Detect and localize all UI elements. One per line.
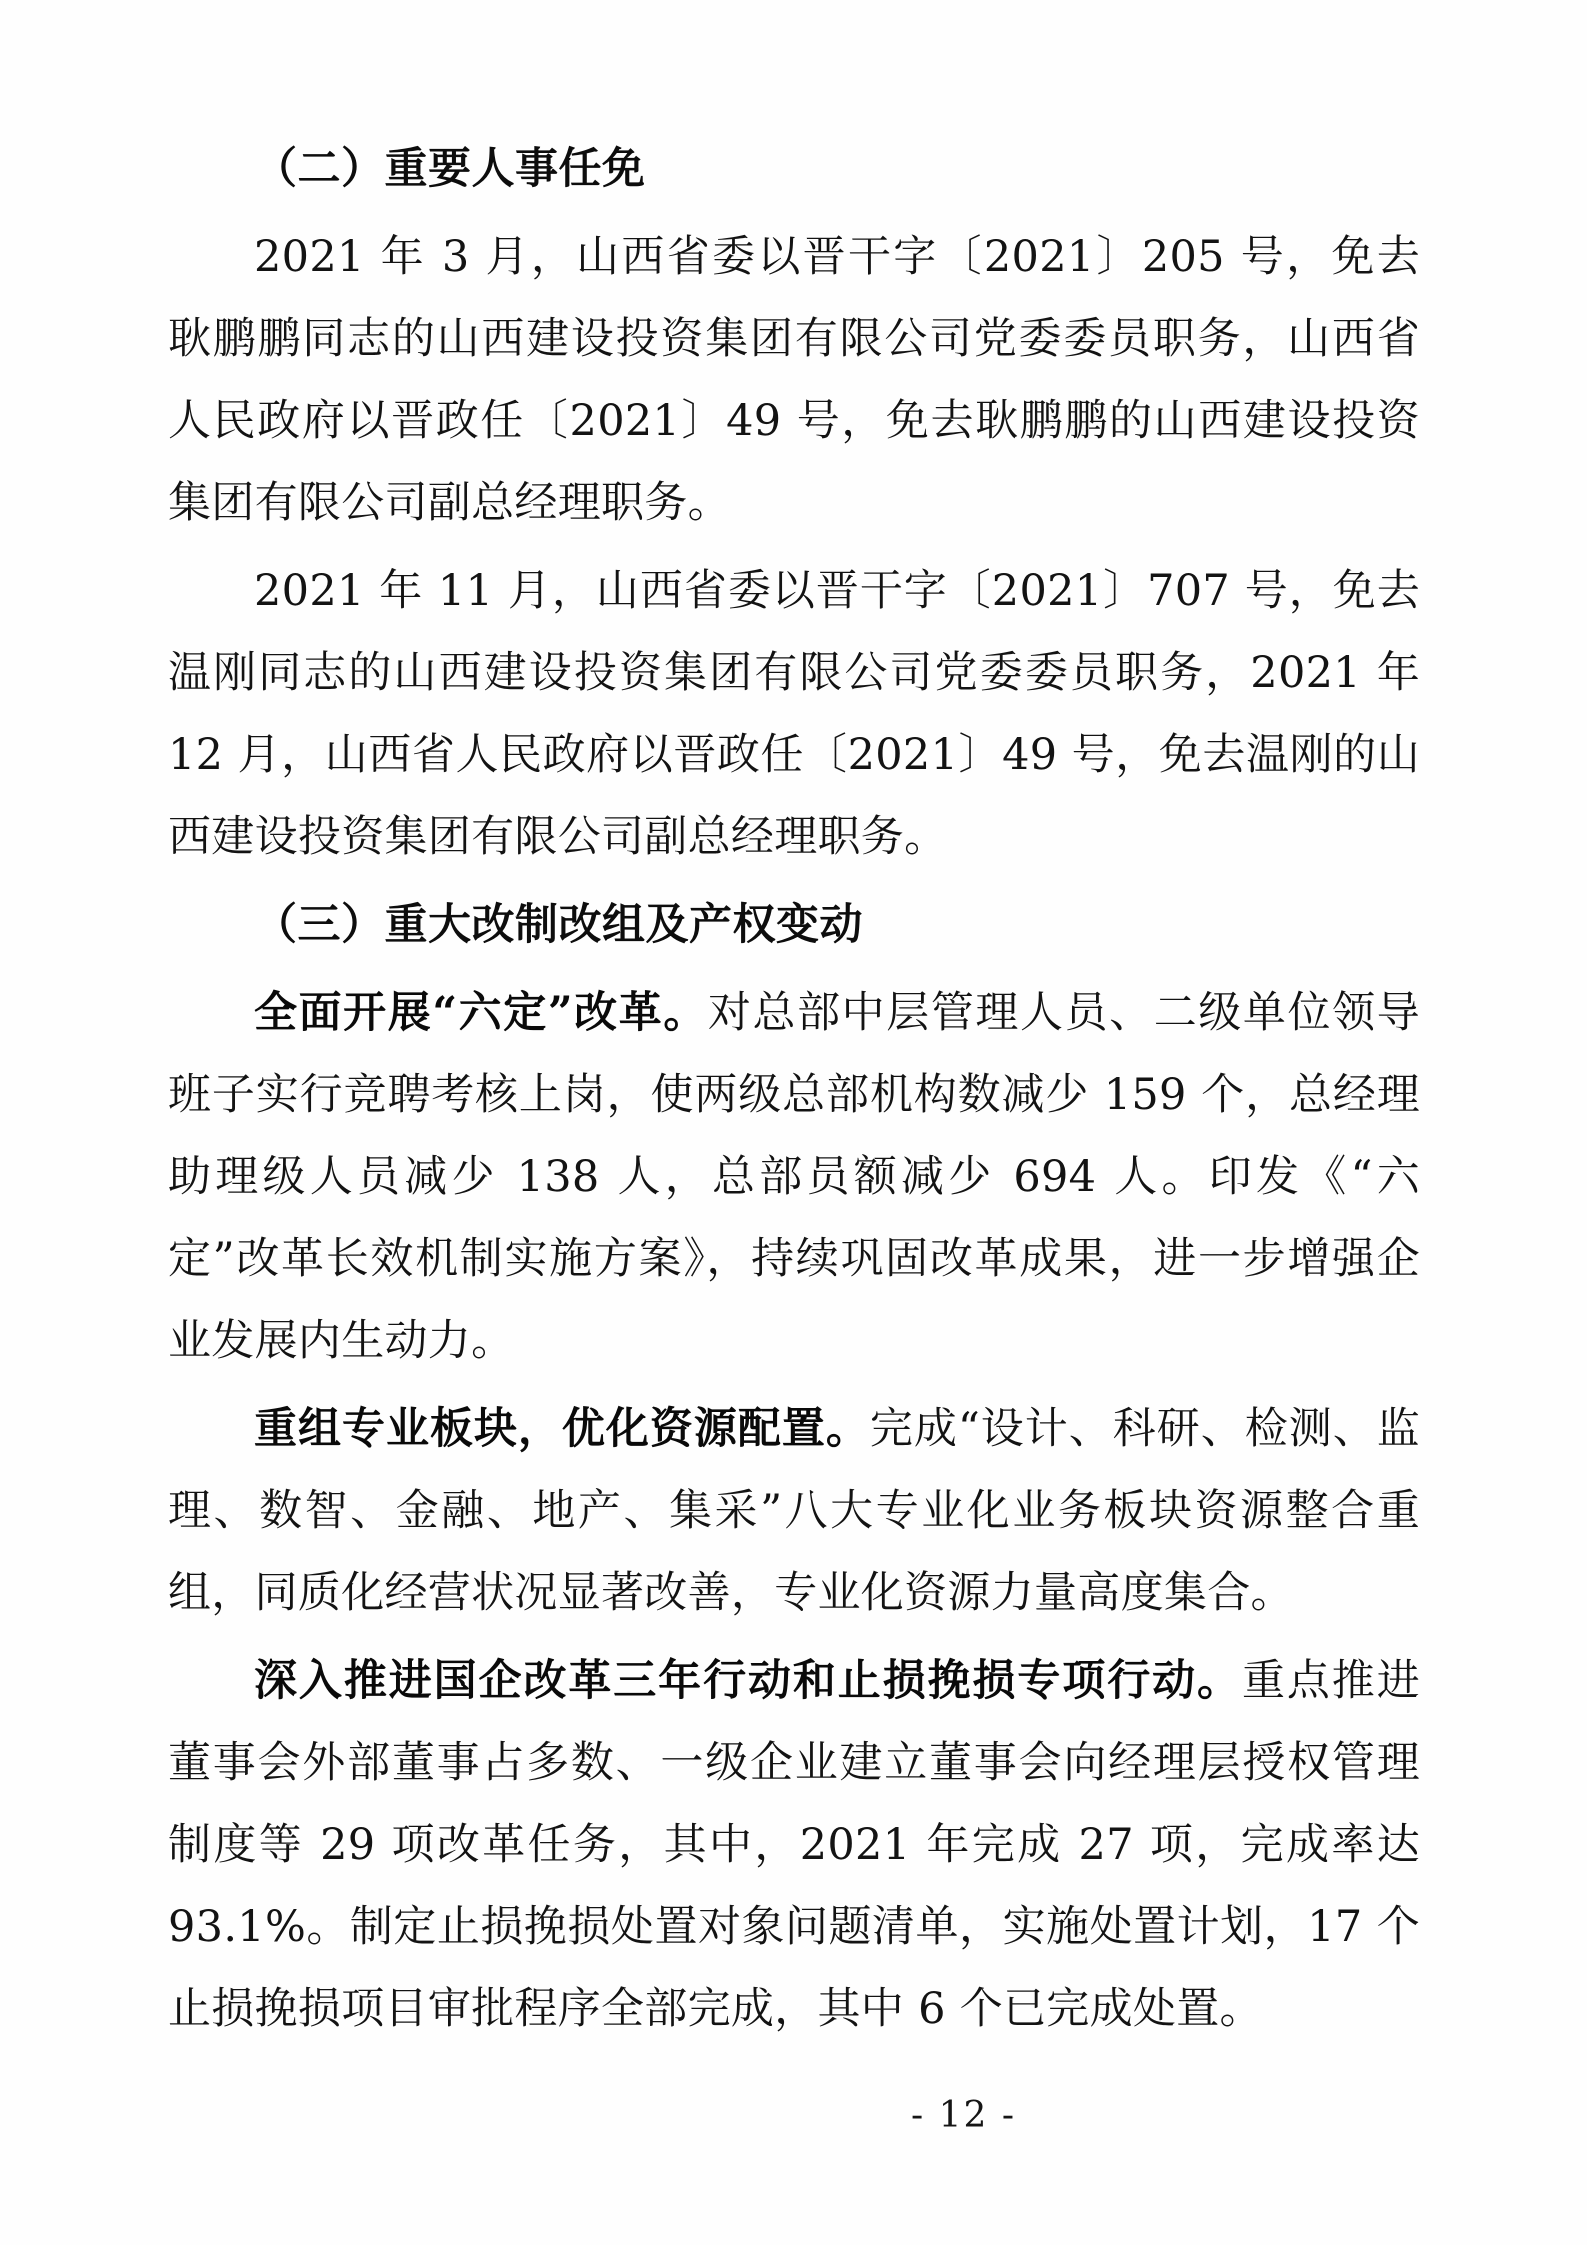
- paragraph-soe-reform-lead: 深入推进国企改革三年行动和止损挽损专项行动。: [254, 1656, 1242, 1706]
- paragraph-board-restructuring-body: 完成“设计、科研、检测、监 理、数智、金融、地产、集采”八大专业化业务板块资源整合重 组，同质化经营状况显著改善，专业化资源力量高度集合。: [168, 1404, 1420, 1618]
- paragraph-board-restructuring-lead: 重组专业板块，优化资源配置。: [254, 1404, 870, 1454]
- paragraph-soe-reform-body: 重点推进董事会外部董事占多数、一级企业建立董事会向经理层授权管理制度等 29 项改革任务，其中，2021 年完成 27 项，完成率达 93.1%。制定止损挽损处置对象问题清单，实施处置计划，17 个止损挽损项目审批程序全部完成，其中 6 个已完成处置。: [168, 1656, 1420, 2034]
- paragraph-soe-reform: [168, 1640, 1420, 2050]
- paragraph-liuding-reform: [168, 972, 1420, 1382]
- page-content: [168, 128, 1420, 2056]
- paragraph-board-restructuring: [168, 1388, 1420, 1634]
- paragraph-appointment-november: 2021 年 11 月，山西省委以晋干字〔2021〕707 号，免去温刚同志的山西建设投资集团有限公司党委委员职务，2021 年 12 月，山西省人民政府以晋政任〔2021〕49 号，免去温刚的山西建设投资集团有限公司副总经理职务。: [168, 566, 1420, 862]
- paragraph-liuding-lead: 全面开展“六定”改革。: [254, 988, 708, 1038]
- section-heading-two: （二）重要人事任免: [254, 144, 646, 194]
- paragraph-liuding-body: 对总部中层管理人员、二级单位领导班子实行竞聘考核上岗，使两级总部机构数减少 159 个，总经理助理级人员减少 138 人，总部员额减少 694 人。印发《“六定”改革长效机制实施方案》，持续巩固改革成果，进一步增强企业发展内生动力。: [168, 988, 1420, 1366]
- paragraph-appointment-march: 2021 年 3 月，山西省委以晋干字〔2021〕205 号，免去耿鹏鹏同志的山西建设投资集团有限公司党委委员职务，山西省人民政府以晋政任〔2021〕49 号，免去耿鹏鹏的山西建设投资集团有限公司副总经理职务。: [168, 232, 1420, 528]
- page-number: - 12 -: [910, 2095, 1017, 2136]
- section-heading-three: （三）重大改制改组及产权变动: [254, 900, 863, 950]
